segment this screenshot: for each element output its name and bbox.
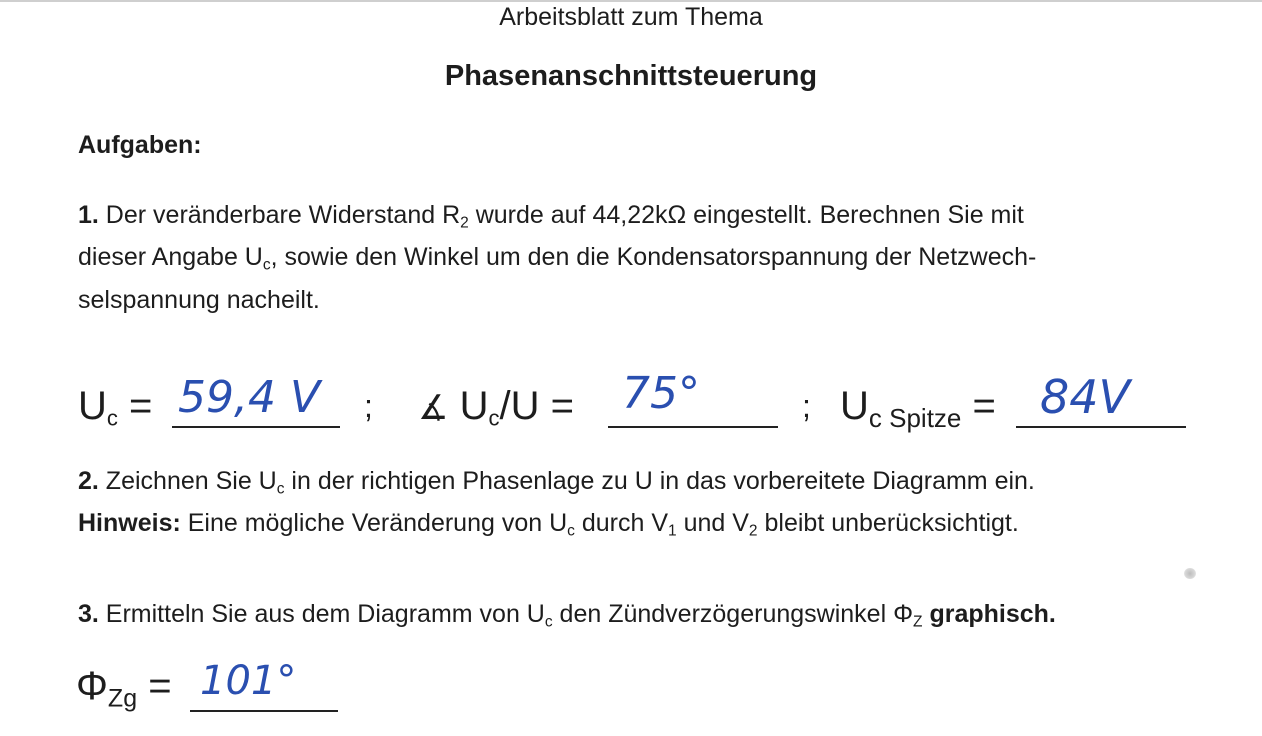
separator-1: ; xyxy=(364,388,373,424)
phi-answer: 101° xyxy=(200,658,297,704)
angle-label: ∡ $U_c/U$ = xyxy=(418,384,574,431)
task2-line1: 2. Zeichnen Sie $U_c$ in der richtigen Phasenlage zu U in das vorbereitete Diagramm ein. xyxy=(78,467,1035,498)
worksheet-title: Phasenanschnittsteuerung xyxy=(444,60,818,92)
task3-number: 3. xyxy=(78,600,99,628)
phi-answer-line[interactable] xyxy=(190,710,338,712)
separator-2: ; xyxy=(802,388,811,424)
task1-line3: selspannung nacheilt. xyxy=(78,285,320,314)
angle-answer-line[interactable] xyxy=(608,426,778,428)
phi-label: $\Phi_{Zg}$ = xyxy=(76,664,172,713)
top-border xyxy=(0,0,1262,2)
peak-label: $U_{c Spitze}$ = xyxy=(840,384,996,433)
task2-text xyxy=(78,464,1035,549)
uc-answer-line[interactable] xyxy=(172,426,340,428)
task1-line2: dieser Angabe $U_c$, sowie den Winkel um den die Kondensatorspannung der Netzwech- xyxy=(78,243,1037,274)
task3-text: 3. Ermitteln Sie aus dem Diagramm von $U_c$ den Zündverzögerungswinkel $\Phi_Z$ graphisch. xyxy=(78,600,1056,631)
task2-hint: Hinweis: Eine mögliche Veränderung von $U_c$ durch $V_1$ und $V_2$ bleibt unberücksichtigt. xyxy=(78,509,1019,540)
task2-number: 2. xyxy=(78,467,99,495)
task1-text xyxy=(78,198,1036,317)
tasks-heading: Aufgaben: xyxy=(78,131,202,159)
task1-number: 1. xyxy=(78,201,99,229)
angle-icon: ∡ xyxy=(418,389,449,427)
peak-answer-line[interactable] xyxy=(1016,426,1186,428)
angle-answer: 75° xyxy=(622,368,700,419)
paper-speck xyxy=(1184,568,1196,579)
task1-line1: 1. Der veränderbare Widerstand $R_2$ wurde auf 44,22kΩ eingestellt. Berechnen Sie mit xyxy=(78,201,1024,232)
uc-answer: 59,4 V xyxy=(178,372,321,423)
peak-answer: 84V xyxy=(1040,370,1131,424)
uc-label: $U_c$ = xyxy=(78,384,153,431)
worksheet-header: Arbeitsblatt zum Thema xyxy=(499,3,763,31)
hint-label: Hinweis: xyxy=(78,509,181,538)
